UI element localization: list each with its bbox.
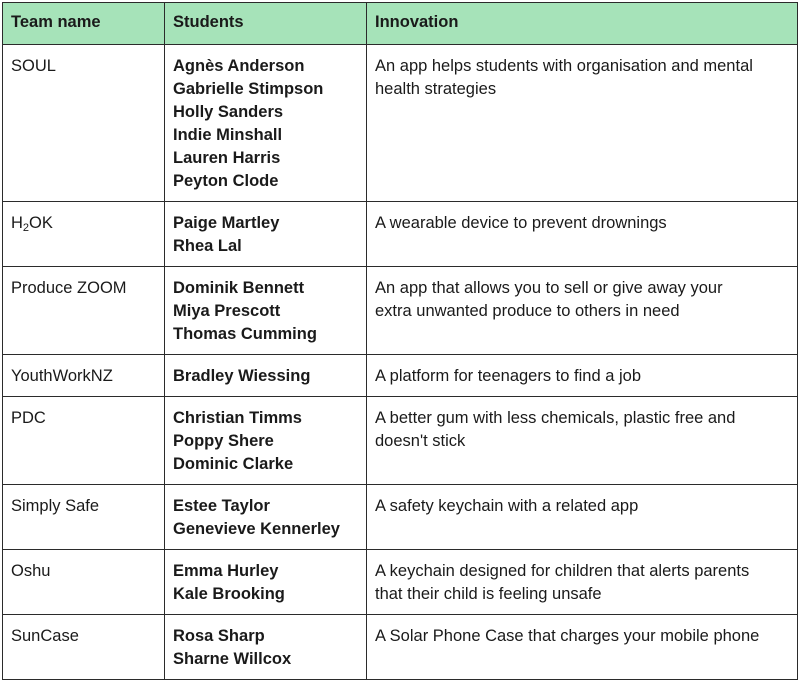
team-name-cell: YouthWorkNZ: [3, 355, 165, 397]
student-name: Agnès Anderson: [173, 57, 305, 75]
table-row: [3, 45, 798, 202]
students-cell: [165, 485, 367, 550]
team-name-part: OK: [29, 214, 53, 232]
header-students: Students: [165, 3, 367, 45]
table-row: [3, 397, 798, 485]
table-row: [3, 485, 798, 550]
table-row: [3, 355, 798, 397]
student-name: Miya Prescott: [173, 302, 281, 320]
innovation-cell: [367, 267, 798, 355]
innovation-line: health strategies: [375, 80, 497, 98]
students-cell: [165, 355, 367, 397]
students-cell: [165, 550, 367, 615]
team-name-part: H: [11, 214, 23, 232]
table-row: [3, 202, 798, 267]
student-name: Poppy Shere: [173, 432, 274, 450]
innovation-line: that their child is feeling unsafe: [375, 585, 602, 603]
student-name: Indie Minshall: [173, 126, 283, 144]
student-name: Rosa Sharp: [173, 627, 265, 645]
innovation-line: A safety keychain with a related app: [375, 497, 639, 515]
student-name: Paige Martley: [173, 214, 280, 232]
students-cell: [165, 267, 367, 355]
table-row: [3, 615, 798, 680]
student-name: Christian Timms: [173, 409, 302, 427]
student-name: Thomas Cumming: [173, 325, 317, 343]
innovation-cell: [367, 615, 798, 680]
students-cell: [165, 615, 367, 680]
teams-table: [2, 2, 798, 680]
students-cell: [165, 202, 367, 267]
team-name-cell: PDC: [3, 397, 165, 485]
student-name: Genevieve Kennerley: [173, 520, 340, 538]
student-name: Emma Hurley: [173, 562, 279, 580]
team-name-cell: Oshu: [3, 550, 165, 615]
innovation-line: A platform for teenagers to find a job: [375, 367, 641, 385]
table-row: [3, 550, 798, 615]
team-name-cell: [3, 202, 165, 267]
student-name: Bradley Wiessing: [173, 367, 311, 385]
team-name-cell: SOUL: [3, 45, 165, 202]
innovation-line: An app that allows you to sell or give away your: [375, 279, 723, 297]
student-name: Holly Sanders: [173, 103, 284, 121]
header-row: [3, 3, 798, 45]
team-name-cell: Produce ZOOM: [3, 267, 165, 355]
innovation-line: extra unwanted produce to others in need: [375, 302, 680, 320]
innovation-cell: [367, 45, 798, 202]
team-name-cell: SunCase: [3, 615, 165, 680]
student-name: Peyton Clode: [173, 172, 279, 190]
student-name: Rhea Lal: [173, 237, 242, 255]
innovation-line: A wearable device to prevent drownings: [375, 214, 667, 232]
innovation-cell: [367, 355, 798, 397]
innovation-line: A better gum with less chemicals, plastic free and: [375, 409, 736, 427]
innovation-cell: [367, 397, 798, 485]
student-name: Estee Taylor: [173, 497, 270, 515]
students-cell: [165, 45, 367, 202]
innovation-cell: [367, 550, 798, 615]
innovation-cell: [367, 202, 798, 267]
students-cell: [165, 397, 367, 485]
student-name: Dominik Bennett: [173, 279, 305, 297]
student-name: Gabrielle Stimpson: [173, 80, 324, 98]
innovation-line: A keychain designed for children that alerts parents: [375, 562, 750, 580]
student-name: Lauren Harris: [173, 149, 281, 167]
innovation-line: A Solar Phone Case that charges your mobile phone: [375, 627, 760, 645]
team-name-subscript: 2: [22, 222, 30, 234]
team-name-cell: Simply Safe: [3, 485, 165, 550]
student-name: Sharne Willcox: [173, 650, 292, 668]
header-innovation: Innovation: [367, 3, 798, 45]
innovation-cell: [367, 485, 798, 550]
student-name: Kale Brooking: [173, 585, 285, 603]
innovation-line: doesn't stick: [375, 432, 466, 450]
header-team-name: Team name: [3, 3, 165, 45]
student-name: Dominic Clarke: [173, 455, 294, 473]
table-row: [3, 267, 798, 355]
innovation-line: An app helps students with organisation and mental: [375, 57, 753, 75]
